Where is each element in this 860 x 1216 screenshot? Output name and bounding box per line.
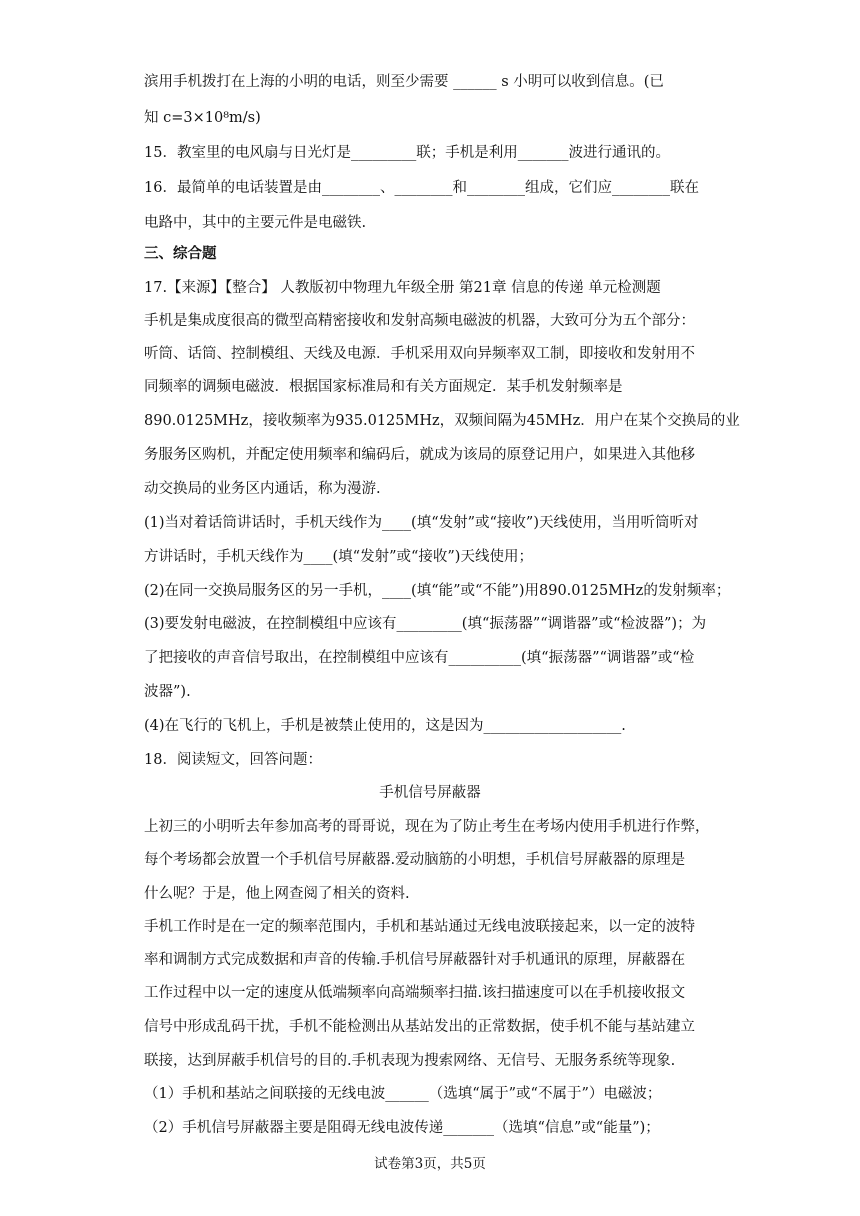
sub-question: (1)当对着话筒讲话时，手机天线作为____(填“发射”或“接收”)天线使用，当用听筒听对	[144, 515, 699, 531]
text-line: 手机工作时是在一定的频率范围内，手机和基站通过无线电波联接起来，以一定的波特	[144, 919, 695, 935]
text-line: 手机是集成度很高的微型高精密接收和发射高频电磁波的机器，大致可分为五个部分：	[144, 313, 695, 329]
section-heading: 三、综合题	[144, 245, 217, 262]
sub-question: (4)在飞行的飞机上，手机是被禁止使用的，这是因为___________________.	[144, 718, 626, 734]
text-line: 了把接收的声音信号取出，在控制模组中应该有__________(填“振荡器”“调谐器”或“检	[144, 650, 695, 666]
text-line: 听筒、话筒、控制模组、天线及电源．手机采用双向异频率双工制，即接收和发射用不	[144, 346, 695, 362]
text-line: 动交换局的业务区内通话，称为漫游.	[144, 481, 381, 497]
text-line: 上初三的小明听去年参加高考的哥哥说，现在为了防止考生在考场内使用手机进行作弊，	[144, 819, 710, 835]
text-line: 率和调制方式完成数据和声音的传输.手机信号屏蔽器针对手机通讯的原理，屏蔽器在	[144, 952, 686, 968]
text-line: 滨用手机拨打在上海的小明的电话，则至少需要 ______ s 小明可以收到信息。(已	[144, 74, 664, 90]
text-line: 联接，达到屏蔽手机信号的目的.手机表现为搜索网络、无信号、无服务系统等现象.	[144, 1053, 676, 1069]
text-line: 什么呢？于是，他上网查阅了相关的资料.	[144, 886, 410, 902]
question-18: 18．阅读短文，回答问题：	[144, 752, 322, 768]
text-line: 890.0125MHz，接收频率为935.0125MHz，双频间隔为45MHz．用户在某个交换局的业	[144, 413, 740, 429]
text-line: 工作过程中以一定的速度从低端频率向高端频率扫描.该扫描速度可以在手机接收报文	[144, 985, 686, 1001]
sub-question: (2)在同一交换局服务区的另一手机，____(填“能”或“不能”)用890.0125MHz的发射频率；	[144, 583, 731, 599]
sub-question: （2）手机信号屏蔽器主要是阻碍无线电波传递_______（选填“信息”或“能量”)；	[144, 1120, 660, 1136]
sub-question: (3)要发射电磁波，在控制模组中应该有_________(填“振荡器”“调谐器”或“检波器”)；为	[144, 616, 707, 632]
page-footer: 试卷第3页，共5页	[374, 1156, 486, 1172]
sub-question: （1）手机和基站之间联接的无线电波______（选填“属于”或“不属于”）电磁波；	[144, 1086, 662, 1102]
text-line: 方讲话时，手机天线作为____(填“发射”或“接收”)天线使用；	[144, 549, 533, 565]
text-line: 电路中，其中的主要元件是电磁铁.	[144, 215, 367, 231]
question-15: 15．教室里的电风扇与日光灯是_________联；手机是利用_______波进行通讯的。	[144, 145, 670, 161]
text-line: 每个考场都会放置一个手机信号屏蔽器.爱动脑筋的小明想，手机信号屏蔽器的原理是	[144, 852, 686, 868]
text-line: 同频率的调频电磁波．根据国家标准局和有关方面规定．某手机发射频率是	[144, 379, 623, 395]
text-line: 务服务区购机，并配定使用频率和编码后，就成为该局的原登记用户，如果进入其他移	[144, 447, 695, 463]
question-16: 16．最简单的电话装置是由________、________和________组成，它们应________联在	[144, 180, 699, 196]
article-title: 手机信号屏蔽器	[379, 785, 481, 801]
text-line: 信号中形成乱码干扰，手机不能检测出从基站发出的正常数据，使手机不能与基站建立	[144, 1019, 695, 1035]
text-line: 知 c=3×10⁸m/s)	[144, 110, 261, 126]
question-17-source: 17.【来源】【整合】 人教版初中物理九年级全册 第21章 信息的传递 单元检测题	[144, 280, 661, 296]
text-line: 波器”).	[144, 684, 191, 700]
